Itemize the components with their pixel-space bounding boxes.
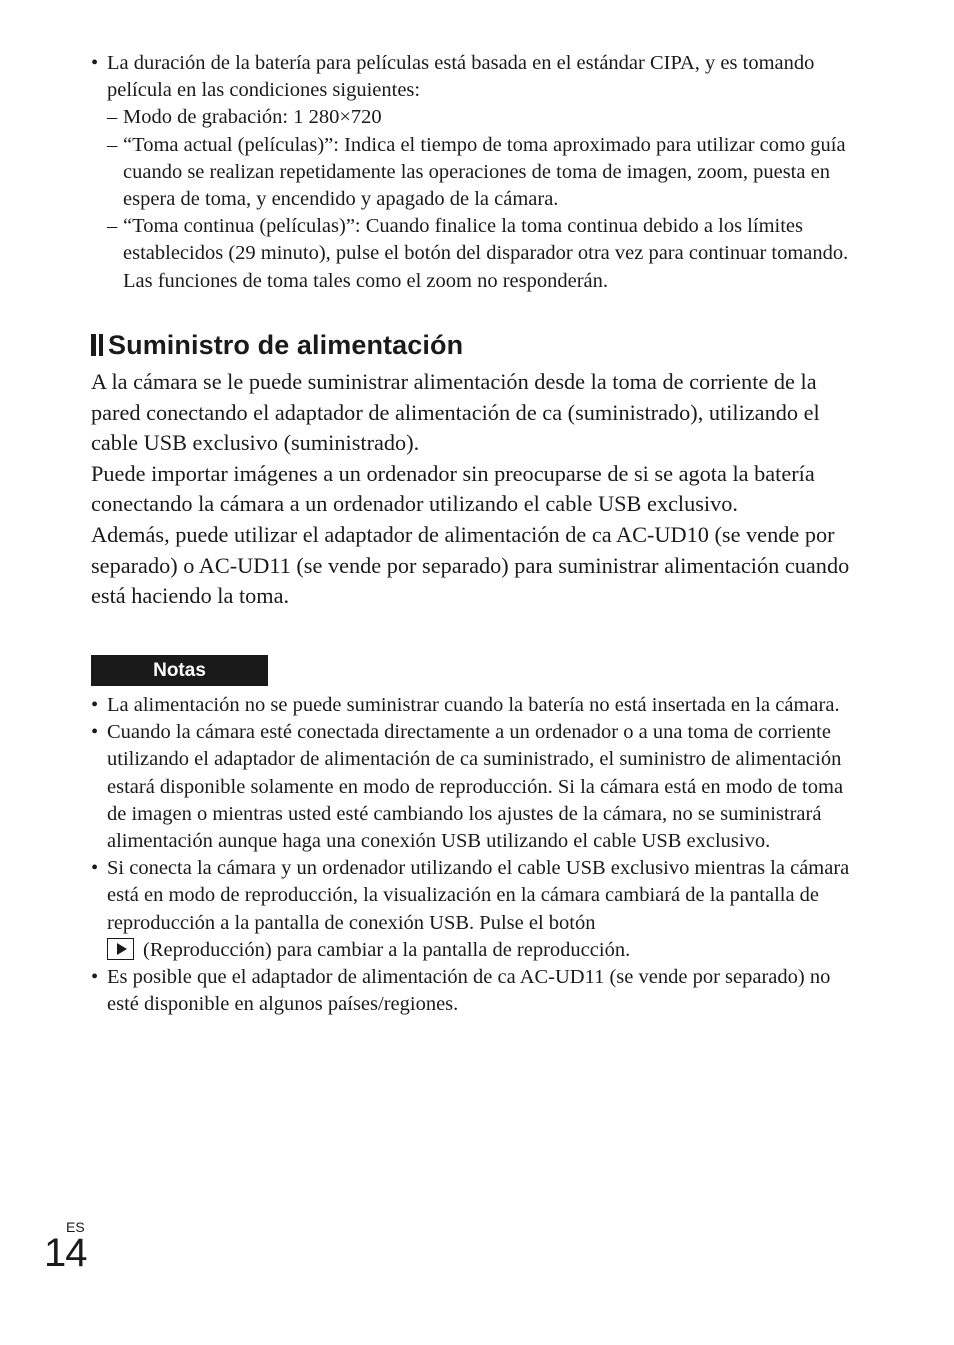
sub-item-text: “Toma continua (películas)”: Cuando finalice la toma continua debido a los límites establecidos (29 minuto), pulse el botón del disparador otra vez para continuar tomando. Las funciones de toma tales como el zoom no responderán.: [123, 215, 849, 292]
list-item: [91, 964, 851, 1018]
note-text: Si conecta la cámara y un ordenador utilizando el cable USB exclusivo mientras la cámara está en modo de reproducción, la visualización en la cámara cambiará de la pantalla de reproducción a la pantalla de conexión USB. Pulse el botón: [107, 857, 850, 934]
bullet-dot: •: [91, 694, 99, 716]
sub-list-item: [91, 213, 851, 295]
notes-label: Notas: [91, 655, 268, 686]
bullet-dot: •: [91, 721, 99, 744]
list-item: [91, 50, 851, 104]
note-text: Cuando la cámara esté conectada directamente a un ordenador o a una toma de corriente utilizando el adaptador de alimentación de ca suministrado, el suministro de alimentación estará disponible solamente en modo de reproducción. Si la cámara está en modo de toma de imagen o mientras usted esté cambiando los ajustes de la cámara, no se suministrará alimentación aunque haga una conexión USB utilizando el cable USB exclusivo.: [107, 721, 844, 853]
list-item: [91, 855, 851, 964]
sub-list-item: [91, 104, 851, 131]
dash-mark: –: [107, 215, 118, 238]
note-text: La alimentación no se puede suministrar cuando la batería no está insertada en la cámara.: [107, 694, 840, 716]
sub-list-item: [91, 132, 851, 214]
paragraph: Además, puede utilizar el adaptador de alimentación de ca AC-UD10 (se vende por separado) o AC-UD11 (se vende por separado) para suministrar alimentación cuando está haciendo la toma.: [91, 521, 850, 609]
notes-list: [91, 692, 851, 1018]
dash-mark: –: [107, 133, 118, 156]
bullet-dot: •: [91, 966, 99, 989]
sub-item-text: Modo de grabación: 1 280×720: [123, 106, 382, 129]
page-number: 14: [44, 1231, 87, 1275]
section-title: Suministro de alimentación: [108, 329, 464, 360]
paragraph: Puede importar imágenes a un ordenador sin preocuparse de si se agota la batería conectando la cámara a un ordenador utilizando el cable USB exclusivo.: [91, 460, 815, 517]
bullet-dot: •: [91, 857, 99, 880]
intro-notes: [91, 50, 851, 295]
bullet-dot: •: [91, 52, 99, 74]
note-text-continued: (Reproducción) para cambiar a la pantalla de reproducción.: [143, 938, 631, 961]
list-item: [91, 719, 851, 855]
sub-item-text: “Toma actual (películas)”: Indica el tiempo de toma aproximado para utilizar como guía cuando se realizan repetidamente las operaciones de toma de imagen, zoom, puesta en espera de toma, y encendido y apagado de la cámara.: [123, 133, 846, 211]
list-item: [91, 692, 851, 719]
intro-bullet-text: La duración de la batería para películas está basada en el estándar CIPA, y es tomando película en las condiciones siguientes:: [107, 52, 815, 102]
dash-mark: –: [107, 106, 118, 129]
section-heading: [91, 327, 851, 363]
paragraph: A la cámara se le puede suministrar alimentación desde la toma de corriente de la pared conectando el adaptador de alimentación de ca (suministrado), utilizando el cable USB exclusivo (suministrado).: [91, 369, 820, 456]
playback-icon: [107, 938, 134, 960]
language-code: ES: [66, 1219, 85, 1235]
note-text: Es posible que el adaptador de alimentación de ca AC-UD11 (se vende por separado) no esté disponible en algunos países/regiones.: [107, 966, 831, 1016]
section-body: [91, 367, 851, 612]
heading-marker-icon: [91, 334, 103, 356]
